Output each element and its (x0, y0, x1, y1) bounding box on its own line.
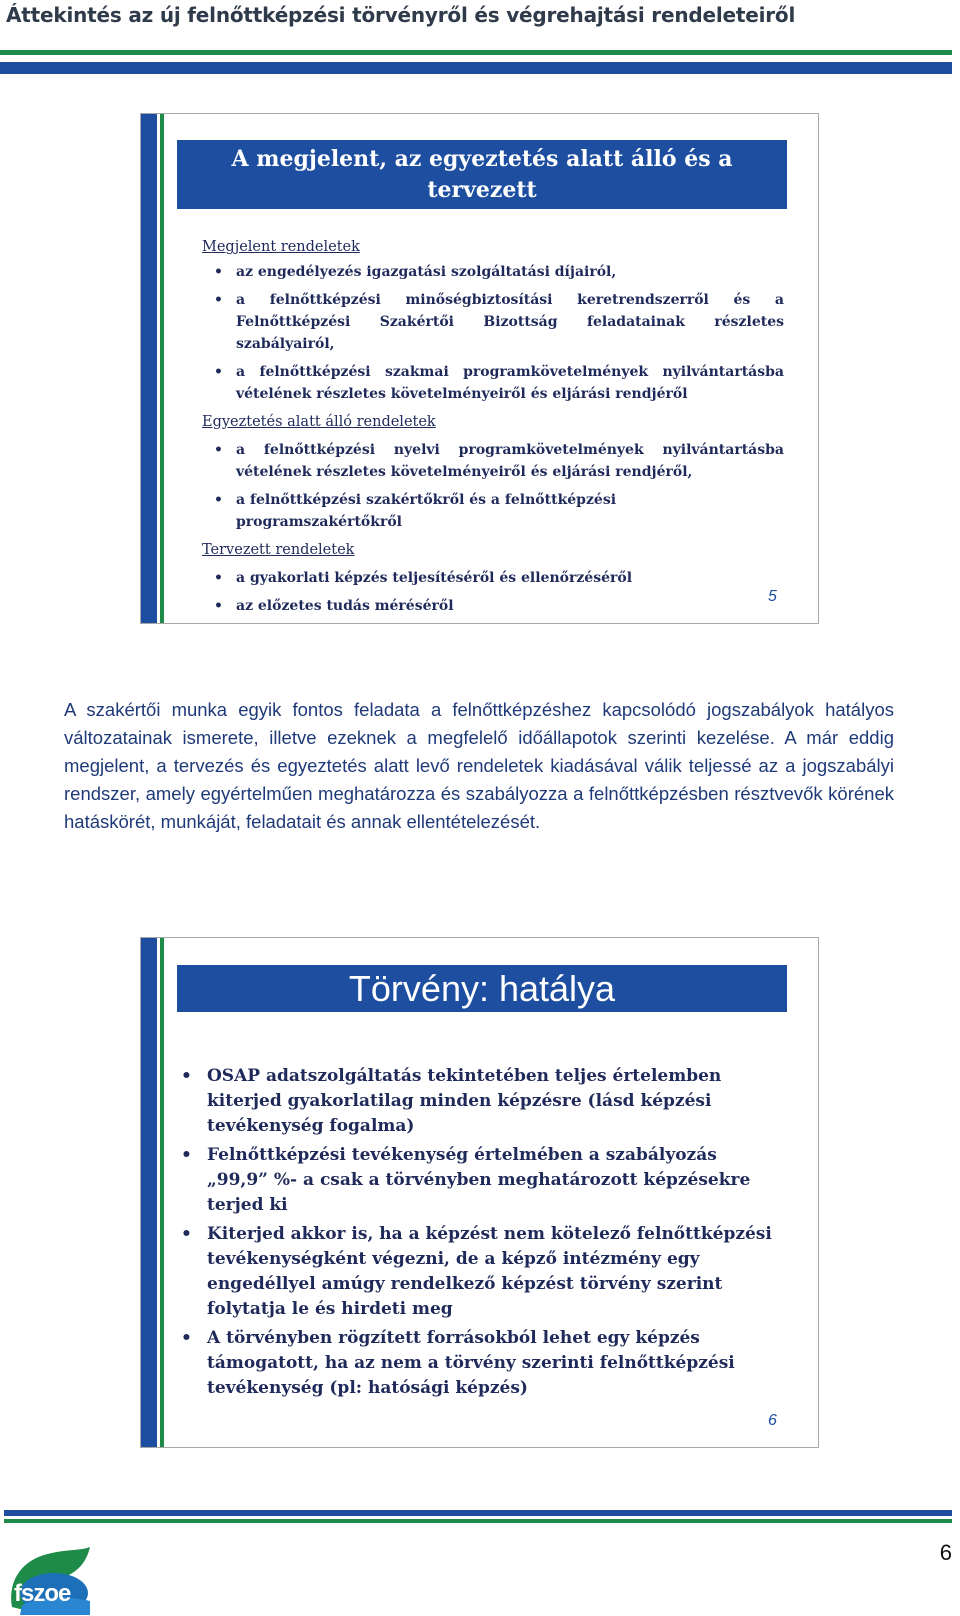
logo-wordmark: fszoe (14, 1580, 71, 1607)
slide-title (177, 140, 787, 234)
list-item: • OSAP adatszolgáltatás tekintetében teljes értelemben kiterjed gyakorlatilag minden képzésre (lásd képzési tevékenység fogalma) (177, 1064, 777, 1139)
slide-accent-green (160, 114, 164, 623)
slide-5 (140, 113, 819, 624)
planned-list (202, 567, 784, 617)
slide-title-line: miniszteri rendeletek: (345, 208, 619, 234)
section-heading-published: Megjelent rendeletek (202, 239, 360, 255)
list-item: • az engedélyezés igazgatási szolgáltatási díjairól, (202, 261, 784, 283)
section-heading-under-consultation: Egyeztetés alatt álló rendeletek (202, 414, 436, 430)
document-title: Áttekintés az új felnőttképzési törvényről és végrehajtási rendeleteiről (6, 3, 796, 27)
slide-6 (140, 937, 819, 1448)
header-divider-green (0, 50, 952, 55)
list-item: • a felnőttképzési szakértőkről és a felnőttképzési programszakértőkről (202, 489, 784, 533)
consultation-list (202, 439, 784, 533)
list-item: • a gyakorlati képzés teljesítéséről és ellenőrzéséről (202, 567, 784, 589)
slide-number: 6 (768, 1412, 777, 1429)
published-list (202, 261, 784, 405)
list-item: • az előzetes tudás méréséről (202, 595, 784, 617)
slide-title: Törvény: hatálya (177, 965, 787, 1012)
footer-divider-blue (4, 1510, 952, 1516)
header-divider-blue (0, 62, 952, 74)
slide-accent-blue (141, 938, 157, 1447)
slide-accent-green (160, 938, 164, 1447)
list-item: • A törvényben rögzített forrásokból lehet egy képzés támogatott, ha az nem a törvény szerinti felnőttképzési tevékenység (pl: hatósági képzés) (177, 1326, 777, 1401)
page-number: 6 (939, 1540, 952, 1565)
list-item: • Felnőttképzési tevékenység értelmében a szabályozás „99,9” %- a csak a törvényben meghatározott képzésekre terjed ki (177, 1143, 777, 1218)
list-item: • a felnőttképzési szakmai programkövetelmények nyilvántartásba vételének részletes követelményeiről és eljárási rendjéről (202, 361, 784, 405)
slide-accent-blue (141, 114, 157, 623)
body-paragraph: A szakértői munka egyik fontos feladata a felnőttképzéshez kapcsolódó jogszabályok hatályos változatainak ismerete, illetve ezeknek a megfelelő időállapotok szerinti kezelése. A már eddig megjelent, a tervezés és egyeztetés alatt levő rendeletek kiadásával válik teljessé az a jogszabályi rendszer, amely egyértelműen meghatározza és szabályozza a felnőttképzésben résztvevők körének hatáskörét, munkáját, feladatait és annak ellentételezését. (64, 699, 894, 832)
list-item: • Kiterjed akkor is, ha a képzést nem kötelező felnőttképzési tevékenységként végezni, de a képző intézmény egy engedéllyel amúgy rendelkező képzést törvény szerint folytatja le és hirdeti meg (177, 1222, 777, 1322)
list-item: • a felnőttképzési nyelvi programkövetelmények nyilvántartásba vételének részletes követelményeiről és eljárási rendjéről, (202, 439, 784, 483)
slide-title-line: A megjelent, az egyeztetés alatt álló és a tervezett (231, 146, 733, 203)
scope-list (177, 1064, 777, 1401)
slide-content (177, 1064, 777, 1405)
slide-content (202, 236, 784, 623)
page-header (6, 2, 954, 28)
list-item: • a felnőttképzési minőségbiztosítási keretrendszerről és a Felnőttképzési Szakértői Bizottság feladatainak részletes szabályairól, (202, 289, 784, 355)
section-heading-planned: Tervezett rendeletek (202, 542, 355, 558)
slide-number: 5 (768, 588, 777, 605)
footer-divider-green (4, 1519, 952, 1523)
